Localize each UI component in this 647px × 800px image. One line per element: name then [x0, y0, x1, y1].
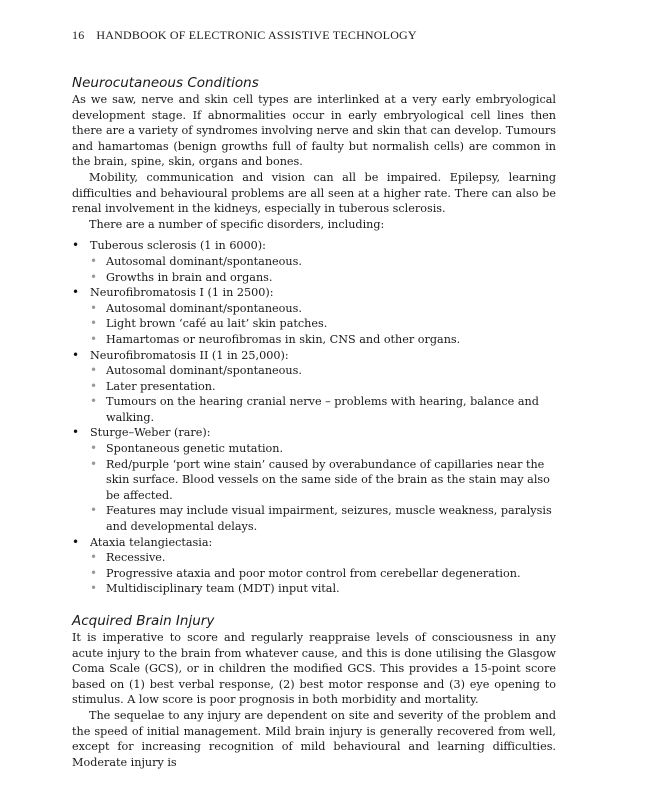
running-header: [72, 28, 556, 43]
paragraph: It is imperative to score and regularly reappraise levels of consciousness in any acute injury to the brain from whatever cause, and this is done utilising the Glasgow Coma Scale (GCS), or in children the modified GCS. This provides a 15-point score based on (1) best verbal response, (2) best motor response and (3) eye opening to stimulus. A low score is poor prognosis in both morbidity and mortality.: [72, 631, 556, 707]
section-acquired-brain-injury: [72, 613, 556, 770]
sub-item-text: Hamartomas or neurofibromas in skin, CNS and other organs.: [106, 332, 461, 346]
list-item: [72, 425, 556, 534]
page-number: 16: [72, 28, 85, 42]
book-page: [72, 28, 556, 770]
sub-list-item: [90, 363, 556, 379]
disorder-name: Neurofibromatosis II (1 in 25,000):: [90, 348, 289, 362]
sub-list-item: [90, 270, 556, 286]
sub-list-item: [90, 301, 556, 317]
sub-bullet-icon: [90, 581, 100, 597]
sub-list-item: [90, 503, 556, 534]
sub-list-item: [90, 316, 556, 332]
sub-list-item: [90, 441, 556, 457]
sub-bullet-icon: [90, 379, 100, 395]
sub-bullet-icon: [90, 457, 100, 473]
sub-bullet-icon: [90, 394, 100, 410]
sub-bullet-icon: [90, 254, 100, 270]
sub-item-text: Growths in brain and organs.: [106, 270, 273, 284]
disorder-name: Ataxia telangiectasia:: [90, 535, 213, 549]
sub-list: [90, 550, 556, 597]
sub-list: [90, 301, 556, 348]
sub-bullet-icon: [90, 363, 100, 379]
section-neurocutaneous: [72, 75, 556, 597]
sub-list-item: [90, 379, 556, 395]
sub-list-item: [90, 254, 556, 270]
sub-bullet-icon: [90, 332, 100, 348]
bullet-icon: [72, 285, 82, 301]
sub-list: [90, 254, 556, 285]
paragraph: The sequelae to any injury are dependent on site and severity of the problem and the speed of initial management. Mild brain injury is generally recovered from well, except for increasing recognition of mild behavioural and learning difficulties. Moderate injury is: [72, 708, 556, 769]
sub-bullet-icon: [90, 301, 100, 317]
sub-item-text: Autosomal dominant/spontaneous.: [106, 254, 302, 268]
sub-bullet-icon: [90, 270, 100, 286]
sub-list-item: [90, 550, 556, 566]
section-heading: Neurocutaneous Conditions: [72, 75, 259, 91]
bullet-icon: [72, 425, 82, 441]
sub-list: [90, 363, 556, 425]
list-item: [72, 535, 556, 597]
sub-item-text: Light brown ‘café au lait’ skin patches.: [106, 317, 328, 331]
sub-bullet-icon: [90, 316, 100, 332]
sub-item-text: Recessive.: [106, 551, 166, 565]
disorder-name: Neurofibromatosis I (1 in 2500):: [90, 286, 274, 300]
paragraph: There are a number of specific disorders, including:: [89, 217, 385, 231]
disorder-name: Tuberous sclerosis (1 in 6000):: [90, 239, 266, 253]
bullet-icon: [72, 535, 82, 551]
list-item: [72, 238, 556, 285]
disorder-list: [72, 238, 556, 597]
sub-list-item: [90, 332, 556, 348]
sub-bullet-icon: [90, 441, 100, 457]
sub-bullet-icon: [90, 550, 100, 566]
sub-bullet-icon: [90, 503, 100, 519]
sub-list-item: [90, 457, 556, 504]
sub-list-item: [90, 581, 556, 597]
sub-item-text: Later presentation.: [106, 379, 216, 393]
sub-item-text: Multidisciplinary team (MDT) input vital.: [106, 582, 340, 596]
list-item: [72, 348, 556, 426]
sub-item-text: Tumours on the hearing cranial nerve – problems with hearing, balance and walking.: [106, 395, 539, 424]
sub-item-text: Spontaneous genetic mutation.: [106, 442, 284, 456]
sub-list-item: [90, 566, 556, 582]
sub-bullet-icon: [90, 566, 100, 582]
sub-item-text: Autosomal dominant/spontaneous.: [106, 301, 302, 315]
sub-item-text: Red/purple ‘port wine stain’ caused by overabundance of capillaries near the skin surface. Blood vessels on the same side of the brain as the stain may also be affected.: [106, 457, 550, 502]
sub-item-text: Progressive ataxia and poor motor control from cerebellar degeneration.: [106, 566, 521, 580]
list-item: [72, 285, 556, 347]
paragraph: Mobility, communication and vision can all be impaired. Epilepsy, learning difficulties and behavioural problems are all seen at a higher rate. There can also be renal involvement in the kidneys, especially in tuberous sclerosis.: [72, 170, 556, 216]
bullet-icon: [72, 348, 82, 364]
sub-item-text: Autosomal dominant/spontaneous.: [106, 364, 302, 378]
section-heading: Acquired Brain Injury: [72, 613, 215, 629]
sub-list-item: [90, 394, 556, 425]
book-title: HANDBOOK OF ELECTRONIC ASSISTIVE TECHNOLOGY: [96, 28, 417, 42]
sub-item-text: Features may include visual impairment, seizures, muscle weakness, paralysis and developmental delays.: [106, 504, 552, 534]
paragraph: As we saw, nerve and skin cell types are interlinked at a very early embryological development stage. If abnormalities occur in early embryological cell lines then there are a variety of syndromes involving nerve and skin that can develop. Tumours and hamartomas (benign growths full of faulty but normalish cells) are common in the brain, spine, skin, organs and bones.: [72, 93, 556, 169]
bullet-icon: [72, 238, 82, 254]
sub-list: [90, 441, 556, 535]
disorder-name: Sturge–Weber (rare):: [90, 426, 211, 440]
